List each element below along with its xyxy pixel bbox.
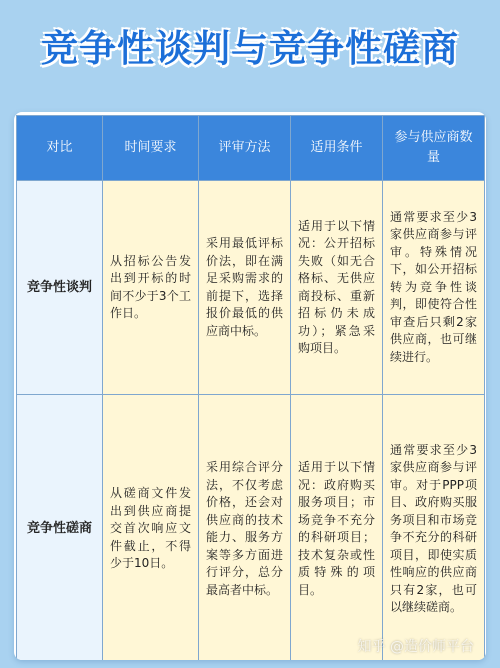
cell-time: 从磋商文件发出到供应商提交首次响应文件截止，不得少于10日。 [103, 395, 199, 661]
cell-suppliers: 通常要求至少3家供应商参与评审。特殊情况下，如公开招标转为竞争性谈判，即使符合性审查后只剩2家供应商，也可继续进行。 [383, 181, 485, 395]
cell-method: 采用综合评分法，不仅考虑价格，还会对供应商的技术能力、服务方案等多方面进行评分，总分最高者中标。 [199, 395, 291, 661]
table-row [17, 181, 485, 395]
comparison-table [16, 115, 485, 660]
cell-condition: 适用于以下情况：政府购买服务项目；市场竞争不充分的科研项目；技术复杂或性质特殊的项目。 [291, 395, 383, 661]
watermark: 知乎 @造价师平台 [357, 639, 474, 655]
cell-suppliers: 通常要求至少3家供应商参与评审。对于PPP项目、政府购买服务项目和市场竞争不充分的科研项目，即使实质性响应的供应商只有2家，也可以继续磋商。 [383, 395, 485, 661]
cell-time: 从招标公告发出到开标的时间不少于3个工作日。 [103, 181, 199, 395]
cell-method: 采用最低评标价法，即在满足采购需求的前提下，选择报价最低的供应商中标。 [199, 181, 291, 395]
row-name: 竞争性谈判 [17, 181, 103, 395]
row-name: 竞争性磋商 [17, 395, 103, 661]
cell-condition: 适用于以下情况：公开招标失败（如无合格标、无供应商投标、重新招标仍未成功）；紧急采购项目。 [291, 181, 383, 395]
header-time: 时间要求 [103, 116, 199, 181]
page-title: 竞争性谈判与竞争性磋商 [41, 27, 459, 70]
header-condition: 适用条件 [291, 116, 383, 181]
header-compare: 对比 [17, 116, 103, 181]
header-method: 评审方法 [199, 116, 291, 181]
table-row [17, 395, 485, 661]
header-suppliers: 参与供应商数量 [383, 116, 485, 181]
table-header-row [17, 116, 485, 181]
comparison-card [14, 112, 486, 660]
